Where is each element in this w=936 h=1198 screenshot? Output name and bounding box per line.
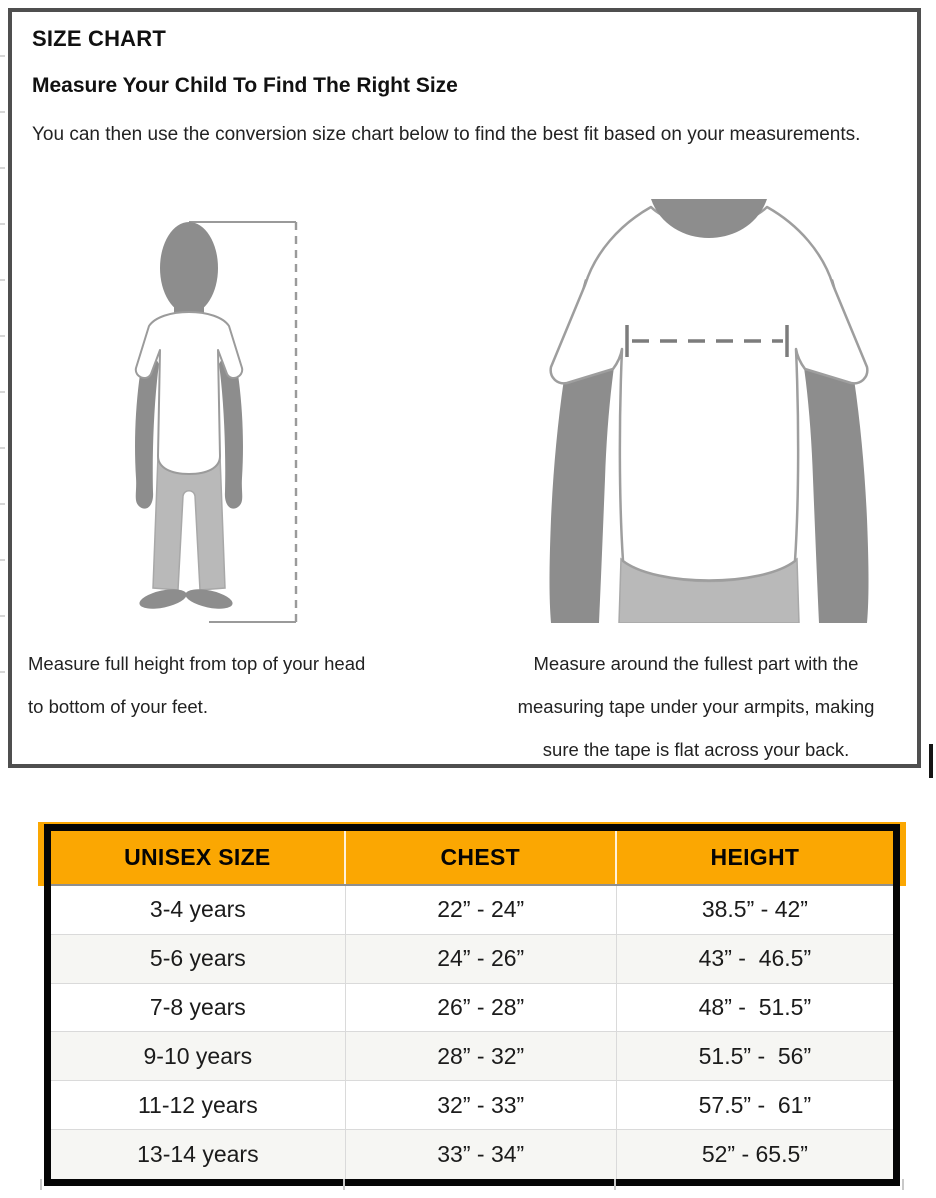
table-row <box>51 1081 893 1130</box>
size-conversion-table <box>38 822 906 1190</box>
chest-cell: 32” - 33” <box>346 1081 617 1129</box>
size-cell: 13-14 years <box>51 1130 346 1179</box>
scrollbar-artifact <box>929 744 933 778</box>
chest-cell: 26” - 28” <box>346 984 617 1032</box>
child-height-illustration <box>124 216 304 626</box>
table-row <box>51 1130 893 1179</box>
measure-subtitle: Measure Your Child To Find The Right Size <box>32 74 458 97</box>
table-row <box>51 984 893 1033</box>
height-cell: 38.5” - 42” <box>701 896 808 923</box>
header-cell-unisex-size: UNISEX SIZE <box>51 831 346 884</box>
header-cell-chest: CHEST <box>346 831 617 884</box>
height-cell: 43” - 46.5” <box>698 945 812 972</box>
tshirt-figure <box>550 199 869 623</box>
caption-line: measuring tape under your armpits, making <box>517 696 875 717</box>
table-edge-artifact <box>614 1179 616 1190</box>
chest-cell: 24” - 26” <box>346 935 617 983</box>
caption-line: Measure around the fullest part with the <box>533 653 859 674</box>
chest-cell: 22” - 24” <box>346 886 617 934</box>
header-cell-height: HEIGHT <box>710 844 800 870</box>
caption-line: sure the tape is flat across your back. <box>542 739 850 760</box>
caption-line: Measure full height from top of your head <box>28 653 366 674</box>
height-caption <box>28 642 468 728</box>
height-cell: 57.5” - 61” <box>698 1091 812 1118</box>
table-row <box>51 886 893 935</box>
intro-text: You can then use the conversion size chart below to find the best fit based on your measurements. <box>32 124 861 145</box>
size-chart-info-box <box>8 8 921 768</box>
size-cell: 5-6 years <box>51 935 346 983</box>
table-edge-artifact <box>40 1179 42 1190</box>
height-cell: 48” - 51.5” <box>698 994 812 1021</box>
chest-caption <box>482 642 910 771</box>
size-cell: 11-12 years <box>51 1081 346 1129</box>
chest-cell: 33” - 34” <box>346 1130 617 1179</box>
child-figure <box>135 222 243 612</box>
table-edge-artifact <box>902 1179 904 1190</box>
size-cell: 3-4 years <box>51 886 346 934</box>
caption-line: to bottom of your feet. <box>28 696 208 717</box>
chest-cell: 28” - 32” <box>346 1032 617 1080</box>
table-row <box>51 1032 893 1081</box>
size-cell: 9-10 years <box>51 1032 346 1080</box>
height-cell: 52” - 65.5” <box>701 1141 808 1168</box>
table-header-row <box>51 831 893 886</box>
height-cell: 51.5” - 56” <box>698 1042 812 1069</box>
size-table <box>44 824 900 1186</box>
size-cell: 7-8 years <box>51 984 346 1032</box>
ruler-tick-artifacts <box>0 55 5 675</box>
table-edge-artifact <box>343 1179 345 1190</box>
table-row <box>51 935 893 984</box>
page-title: SIZE CHART <box>32 26 166 51</box>
tshirt-chest-illustration <box>539 199 879 623</box>
